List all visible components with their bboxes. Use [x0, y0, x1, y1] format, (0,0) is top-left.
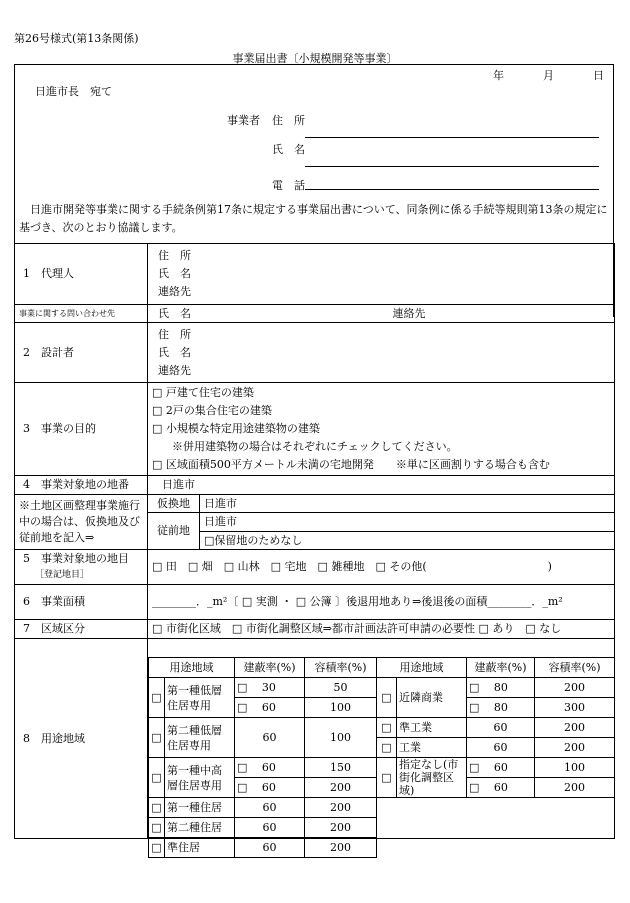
jyuzen-value[interactable]: 日進市 — [200, 513, 615, 532]
date-day: 日 — [593, 69, 604, 82]
zone-header-right: 用途地域 — [377, 658, 467, 678]
applicant-address-label: 住 所 — [272, 114, 305, 127]
statement-text: 日進市開発等事業に関する手続条例第17条に規定する事業届出書について、同条例に係る手続等規則第13条の規定に基づき、次のとおり協議します。 — [19, 203, 608, 234]
area-label: 6 事業面積 — [15, 585, 148, 620]
coverage-header-right: 建蔽率(%) — [467, 658, 535, 678]
r4a-coverage[interactable]: □ 60 — [467, 758, 535, 778]
zone6-checkbox[interactable]: □ — [149, 838, 165, 858]
purpose-label: 3 事業の目的 — [15, 383, 148, 476]
far-header-left: 容積率(%) — [305, 658, 377, 678]
zone2-checkbox[interactable]: □ — [149, 718, 165, 758]
designer-name: 氏 名 — [158, 345, 191, 359]
zone4-checkbox[interactable]: □ — [149, 798, 165, 818]
zone3b-far: 200 — [305, 778, 377, 798]
zone2-name: 第二種低層住居専用 — [165, 718, 235, 758]
far-header-right: 容積率(%) — [535, 658, 615, 678]
designer-contact: 連絡先 — [158, 363, 191, 377]
r2-coverage: 60 — [467, 718, 535, 738]
r4b-coverage[interactable]: □ 60 — [467, 778, 535, 798]
applicant-name-label: 氏 名 — [272, 143, 305, 156]
purpose-opt4-text: □ 区域面積500平方メートル未満の宅地開発 — [152, 458, 374, 471]
coverage-header-left: 建蔽率(%) — [235, 658, 305, 678]
zone5-coverage: 60 — [235, 818, 305, 838]
address-line[interactable] — [305, 137, 599, 138]
jyuzen-label: 従前地 — [148, 513, 200, 550]
zone3-name: 第一種中高層住居専用 — [165, 758, 235, 798]
applicant-label: 事業者 — [227, 114, 260, 127]
zone4-far: 200 — [305, 798, 377, 818]
zone5-far: 200 — [305, 818, 377, 838]
r1-checkbox[interactable]: □ — [377, 678, 397, 718]
designer-fields[interactable] — [148, 323, 615, 383]
zone3b-coverage[interactable]: □ 60 — [235, 778, 305, 798]
purpose-special[interactable]: □ 小規模な特定用途建築物の建築 — [152, 422, 320, 435]
purpose-options[interactable] — [148, 383, 615, 476]
designer-label: 2 設計者 — [15, 323, 148, 383]
applicant-phone-label: 電 話 — [272, 179, 305, 192]
r3-name: 工業 — [397, 738, 467, 758]
r3-checkbox[interactable]: □ — [377, 738, 397, 758]
zoning-table — [148, 657, 615, 858]
form-number: 第26号様式(第13条関係) — [14, 32, 139, 45]
zone1a-far: 50 — [305, 678, 377, 698]
r1a-far: 200 — [535, 678, 615, 698]
document-title: 事業届出書〔小規模開発等事業〕 — [232, 52, 398, 65]
designer-address: 住 所 — [158, 327, 191, 341]
r3-coverage: 60 — [467, 738, 535, 758]
reserve-checkbox[interactable]: □保留地のためなし — [200, 532, 615, 550]
agent-fields[interactable] — [148, 244, 615, 305]
zone5-name: 第二種住居 — [165, 818, 235, 838]
district-label: 7 区域区分 — [15, 620, 148, 639]
zone4-coverage: 60 — [235, 798, 305, 818]
inquiry-label: 事業に関する問い合わせ先 — [15, 305, 148, 323]
inquiry-fields[interactable] — [148, 305, 615, 323]
zone1b-coverage[interactable]: □ 60 — [235, 698, 305, 718]
kari-label: 仮換地 — [148, 495, 200, 513]
addressee: 日進市長 宛て — [35, 85, 112, 98]
agent-name: 氏 名 — [158, 267, 191, 280]
blank-cell — [377, 838, 615, 858]
land-category-label — [15, 550, 148, 585]
inquiry-name: 氏 名 — [158, 306, 191, 320]
r4b-far: 200 — [535, 778, 615, 798]
r1-name: 近隣商業 — [397, 678, 467, 718]
land-category-sub: ［登記地目］ — [35, 570, 90, 580]
zone4-name: 第一種住居 — [165, 798, 235, 818]
agent-address: 住 所 — [158, 249, 191, 262]
land-category-options[interactable]: □ 田 □ 畑 □ 山林 □ 宅地 □ 雑種地 □ その他( ) — [148, 550, 615, 585]
zone3a-far: 150 — [305, 758, 377, 778]
zone1-name: 第一種低層住居専用 — [165, 678, 235, 718]
purpose-opt4-note: ※単に区画割りする場合も含む — [395, 458, 550, 471]
r4-checkbox[interactable]: □ — [377, 758, 397, 798]
zone6-coverage: 60 — [235, 838, 305, 858]
r4a-far: 100 — [535, 758, 615, 778]
land-category-title: 5 事業対象地の地目 — [23, 552, 129, 565]
lot-note: ※土地区画整理事業施行中の場合は、仮換地及び従前地を記入⇒ — [15, 495, 148, 550]
district-value[interactable]: □ 市街化区域 □ 市街化調整区域⇒都市計画法許可申請の必要性 □ あり □ なし — [148, 620, 615, 639]
zone2-far: 100 — [305, 718, 377, 758]
area-value[interactable]: ________．_m²〔 □ 実測 ・ □ 公簿 〕後退用地あり⇒後退後の面積________．_m² — [148, 585, 615, 620]
zone6-far: 200 — [305, 838, 377, 858]
kari-value[interactable]: 日進市 — [200, 495, 615, 513]
purpose-note: ※併用建築物の場合はそれぞれにチェックしてください。 — [172, 440, 458, 453]
r4-name: 指定なし(市街化調整区域) — [397, 758, 467, 798]
r1b-far: 300 — [535, 698, 615, 718]
phone-line[interactable] — [305, 189, 599, 190]
agent-contact: 連絡先 — [158, 285, 191, 298]
r1b-coverage[interactable]: □ 80 — [467, 698, 535, 718]
inquiry-contact: 連絡先 — [392, 306, 426, 320]
zone6-name: 準住居 — [165, 838, 235, 858]
lot-label: 4 事業対象地の地番 — [15, 476, 148, 495]
blank-cell — [377, 818, 615, 838]
name-line[interactable] — [305, 166, 599, 167]
date-year: 年 — [493, 69, 504, 82]
zone3-checkbox[interactable]: □ — [149, 758, 165, 798]
r1a-coverage[interactable]: □ 80 — [467, 678, 535, 698]
r2-name: 準工業 — [397, 718, 467, 738]
zone2-coverage: 60 — [235, 718, 305, 758]
r3-far: 200 — [535, 738, 615, 758]
agent-label: 1 代理人 — [15, 244, 148, 305]
purpose-residential-dev[interactable] — [152, 456, 610, 474]
zone1b-far: 100 — [305, 698, 377, 718]
zone-header-left: 用途地域 — [149, 658, 235, 678]
r2-checkbox[interactable]: □ — [377, 718, 397, 738]
blank-cell — [377, 798, 615, 818]
r2-far: 200 — [535, 718, 615, 738]
zone5-checkbox[interactable]: □ — [149, 818, 165, 838]
zone3a-coverage[interactable]: □ 60 — [235, 758, 305, 778]
purpose-two-unit[interactable]: □ 2戸の集合住宅の建築 — [152, 404, 272, 417]
date-month: 月 — [543, 69, 554, 82]
zoning-label: 8 用途地域 — [15, 639, 148, 839]
purpose-detached[interactable]: □ 戸建て住宅の建築 — [152, 386, 254, 399]
zone1-checkbox[interactable]: □ — [149, 678, 165, 718]
lot-value[interactable]: 日進市 — [148, 476, 615, 495]
zone1a-coverage[interactable]: □ 30 — [235, 678, 305, 698]
